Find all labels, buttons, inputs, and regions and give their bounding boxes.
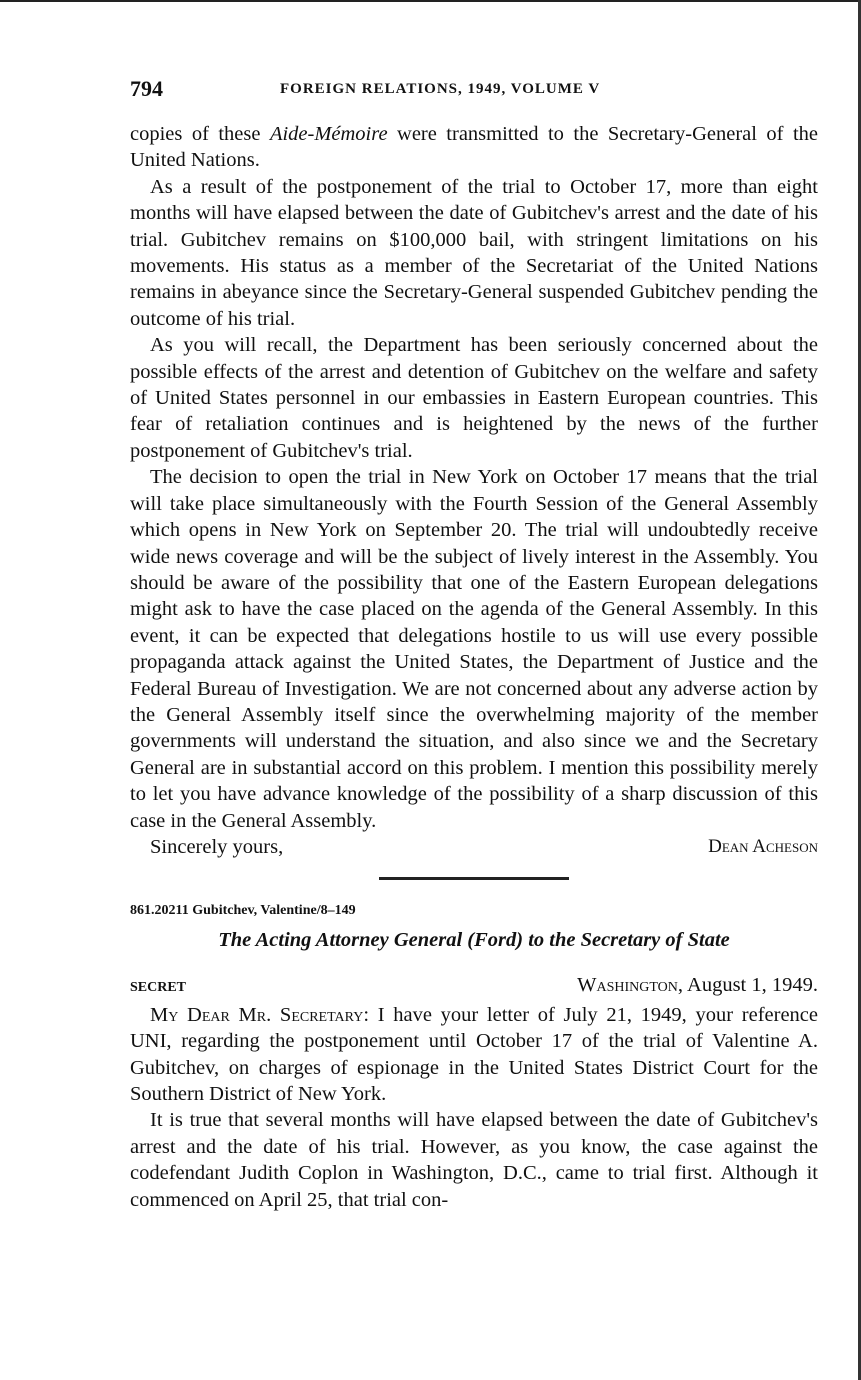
date: , August 1, 1949. [677, 974, 818, 997]
page-header [130, 76, 818, 100]
classification-label: SECRET [130, 980, 187, 996]
place: Washington [577, 974, 678, 997]
page-number: 794 [130, 76, 163, 101]
section-divider [379, 877, 569, 880]
paragraph-reply-opening: My Dear Mr. Secretary: I have your letter of July 21, 1949, your reference UNI, regarding the postponement until October 17 of the trial of Valentine A. Gubitchev, on charges of espionage in the United States District Court for the Southern District of New York. [130, 1003, 818, 1105]
paragraph-general-assembly: The decision to open the trial in New York on October 17 means that the trial will take place simultaneously with the Fourth Session of the General Assembly which opens in New York on September 20. The trial will undoubtedly receive wide news coverage and will be the subject of lively interest in the Assembly. You should be aware of the possibility that one of the Eastern European delegations might ask to have the case placed on the agenda of the General Assembly. In this event, it can be expected that delegations hostile to us will use every possible propaganda attack against the United States, the Department of Justice and the Federal Bureau of Investigation. We are not concerned about any adverse action by the General Assembly itself since the overwhelming majority of the member governments will understand the situation, and also since we and the Secretary General are in substantial accord on this problem. I mention this possibility merely to let you have advance knowledge of the possibility of a sharp discussion of this case in the General Assembly. [130, 466, 818, 832]
paragraph-postponement: As a result of the postponement of the trial to October 17, more than eight months will have elapsed between the date of Gubitchev's arrest and the date of his trial. Gubitchev remains on $100,000 bail, with stringent limitations on his movements. His status as a member of the Secretariat of the United Nations remains in abeyance since the Secretary-General suspended Gubitchev pending the outcome of his trial. [130, 175, 818, 330]
top-border [0, 0, 861, 2]
place-date [577, 972, 818, 998]
dateline [130, 972, 818, 1001]
running-head: FOREIGN RELATIONS, 1949, VOLUME V [280, 81, 601, 97]
file-reference: 861.20211 Gubitchev, Valentine/8–149 [130, 903, 356, 919]
paragraph-coplon-trial: It is true that several months will have elapsed between the date of Gubitchev's arrest and the date of his trial. However, as you know, the case against the codefendant Judith Coplon in Washington, D.C., came to trial first. Although it commenced on April 25, that trial con- [130, 1109, 818, 1211]
signoff [130, 834, 818, 860]
aide-memoire-term: Aide-Mémoire [269, 123, 388, 145]
signature: Dean Acheson [708, 835, 818, 857]
closing: Sincerely yours, [150, 835, 284, 858]
salutation: My Dear Mr. Secretary [150, 1003, 364, 1026]
paragraph-continuation: copies of these Aide-Mémoire were transmitted to the Secretary-General of the United Nations. [130, 123, 819, 172]
document-title: The Acting Attorney General (Ford) to the Secretary of State [218, 929, 730, 952]
page-body [130, 121, 818, 1213]
paragraph-concern: As you will recall, the Department has been seriously concerned about the possible effects of the arrest and detention of Gubitchev on the welfare and safety of United States personnel in our embassies in Eastern European countries. This fear of retaliation continues and is heightened by the news of the further postponement of Gubitchev's trial. [130, 334, 818, 462]
